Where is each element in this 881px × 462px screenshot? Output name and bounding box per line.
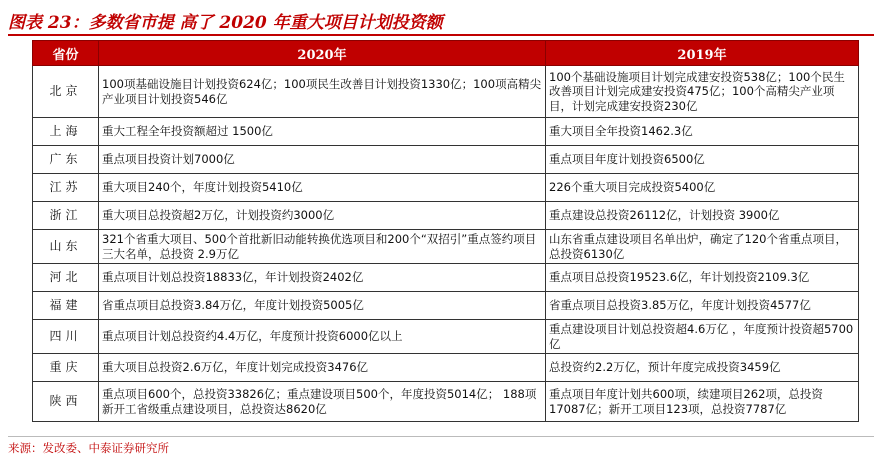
table-header-row: [33, 41, 859, 66]
plan-2020-cell: 重点项目投资计划7000亿: [99, 146, 546, 174]
table-row: [33, 320, 859, 354]
plan-2020-cell: 重大项目总投资2.6万亿，年度计划完成投资3476亿: [99, 354, 546, 382]
figure-title: 图表 23：多数省市提 高了 2020 年重大项目计划投资额: [8, 13, 443, 33]
plan-2019-cell: 重点项目年度计划投资6500亿: [546, 146, 859, 174]
plan-2020-cell: 重点项目计划总投资18833亿，年计划投资2402亿: [99, 264, 546, 292]
figure-title-bar: [8, 4, 874, 36]
source-note: 来源：发改委、中泰证券研究所: [8, 441, 169, 455]
plan-2019-cell: 100个基础设施项目计划完成建安投资538亿；100个民生改善项目计划完成建安投资475亿；100个高精尖产业项目，计划完成建安投资230亿: [546, 66, 859, 118]
table-row: [33, 118, 859, 146]
table-row: [33, 354, 859, 382]
plan-2019-cell: 重点项目总投资19523.6亿，年计划投资2109.3亿: [546, 264, 859, 292]
table-body: [33, 66, 859, 422]
plan-2019-cell: 226个重大项目完成投资5400亿: [546, 174, 859, 202]
table-row: [33, 202, 859, 230]
province-cell: 陕西: [33, 382, 99, 422]
header-2019: 2019年: [546, 41, 859, 66]
plan-2019-cell: 省重点项目总投资3.85万亿，年度计划投资4577亿: [546, 292, 859, 320]
header-province: 省份: [33, 41, 99, 66]
table-row: [33, 230, 859, 264]
province-cell: 广东: [33, 146, 99, 174]
province-cell: 四川: [33, 320, 99, 354]
plan-2020-cell: 重点项目计划总投资约4.4万亿，年度预计投资6000亿以上: [99, 320, 546, 354]
plan-2019-cell: 重大项目全年投资1462.3亿: [546, 118, 859, 146]
plan-2020-cell: 100项基础设施目计划投资624亿；100项民生改善目计划投资1330亿；100项高精尖产业项目计划投资546亿: [99, 66, 546, 118]
plan-2020-cell: 重点项目600个，总投资33826亿；重点建设项目500个，年度投资5014亿； 188项新开工省级重点建设项目，总投资达8620亿: [99, 382, 546, 422]
plan-2020-cell: 重大项目总投资超2万亿，计划投资约3000亿: [99, 202, 546, 230]
plan-2019-cell: 重点建设项目计划总投资超4.6万亿 ，年度预计投资超5700亿: [546, 320, 859, 354]
province-cell: 河北: [33, 264, 99, 292]
table-row: [33, 174, 859, 202]
plan-2019-cell: 重点建设总投资26112亿，计划投资 3900亿: [546, 202, 859, 230]
table-row: [33, 66, 859, 118]
province-cell: 山东: [33, 230, 99, 264]
investment-table: [32, 40, 859, 422]
province-cell: 浙江: [33, 202, 99, 230]
province-cell: 江苏: [33, 174, 99, 202]
province-cell: 福建: [33, 292, 99, 320]
footer-divider: [8, 436, 874, 437]
plan-2019-cell: 山东省重点建设项目名单出炉，确定了120个省重点项目，总投资6130亿: [546, 230, 859, 264]
plan-2019-cell: 总投资约2.2万亿，预计年度完成投资3459亿: [546, 354, 859, 382]
header-2020: 2020年: [99, 41, 546, 66]
province-cell: 重庆: [33, 354, 99, 382]
province-cell: 上海: [33, 118, 99, 146]
plan-2020-cell: 重大项目240个，年度计划投资5410亿: [99, 174, 546, 202]
plan-2020-cell: 省重点项目总投资3.84万亿，年度计划投资5005亿: [99, 292, 546, 320]
province-cell: 北京: [33, 66, 99, 118]
plan-2019-cell: 重点项目年度计划共600项，续建项目262项，总投资17087亿；新开工项目123项，总投资7787亿: [546, 382, 859, 422]
table-row: [33, 264, 859, 292]
plan-2020-cell: 321个省重大项目、500个首批新旧动能转换优选项目和200个“双招引”重点签约项目三大名单，总投资 2.9万亿: [99, 230, 546, 264]
table-row: [33, 382, 859, 422]
plan-2020-cell: 重大工程全年投资额超过 1500亿: [99, 118, 546, 146]
table-row: [33, 146, 859, 174]
table-row: [33, 292, 859, 320]
